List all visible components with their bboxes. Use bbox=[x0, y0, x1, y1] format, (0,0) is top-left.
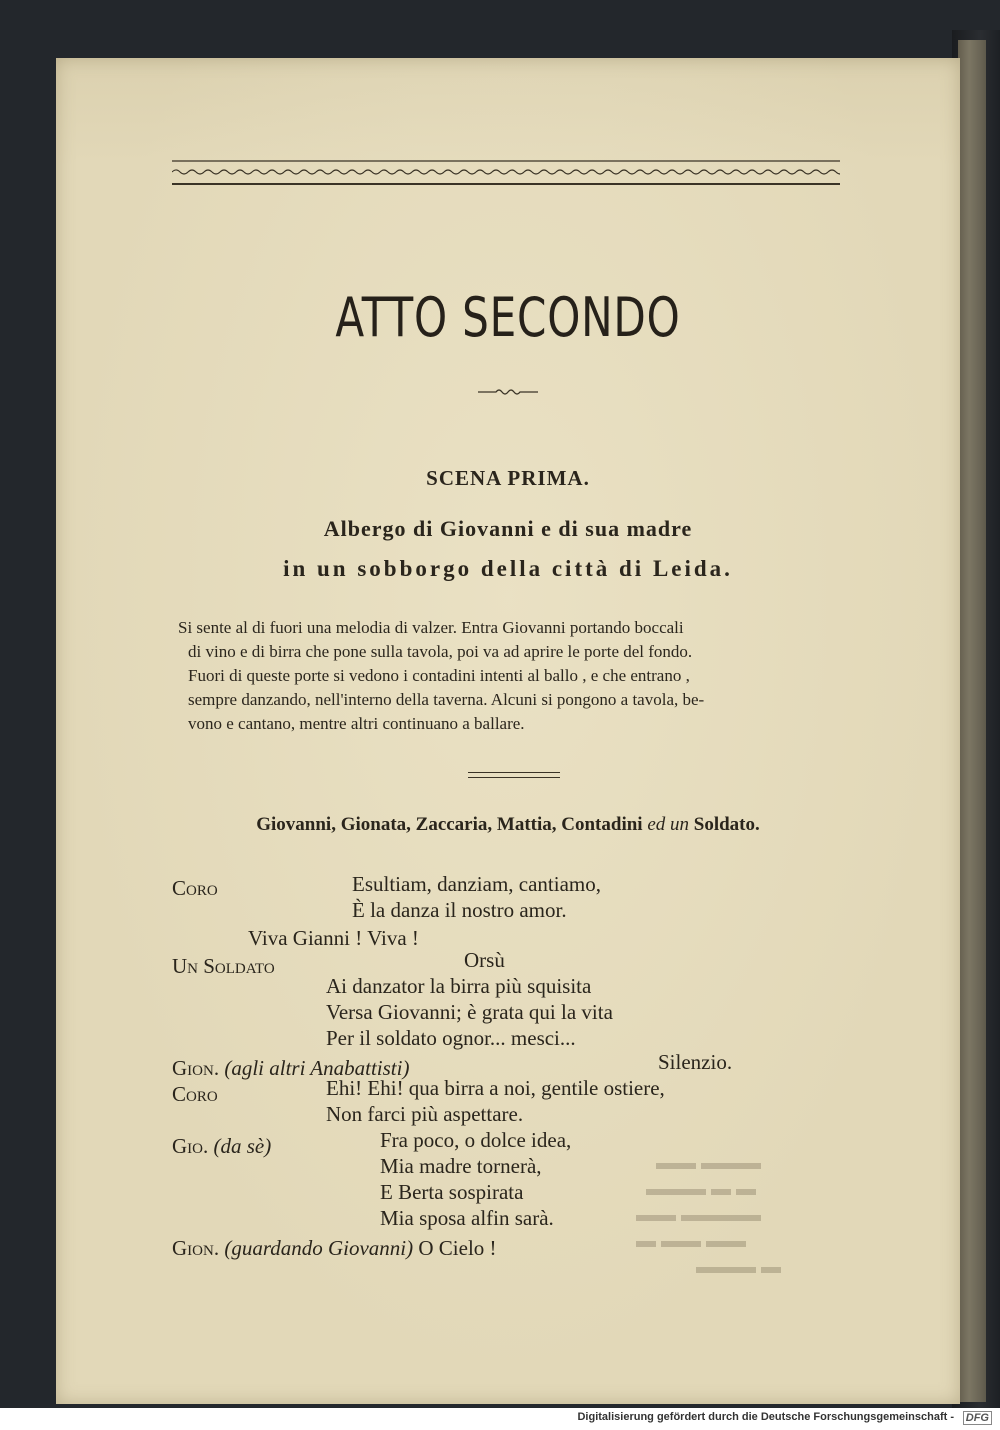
speaker-name: Coro bbox=[172, 876, 218, 900]
section-double-rule bbox=[468, 772, 560, 778]
stage-direction-line: Fuori di queste porte si vedono i contadini intenti al ballo , e che entrano , bbox=[188, 666, 690, 685]
stage-direction-line: di vino e di birra che pone sulla tavola, poi va ad aprire le porte del fondo. bbox=[188, 642, 693, 661]
bleed-through-mark: ▬▬▬ ▬▬ bbox=[656, 1152, 761, 1174]
characters-list bbox=[56, 814, 960, 836]
act-title: ATTO SECONDO bbox=[335, 286, 681, 349]
stage-direction-line: Si sente al di fuori una melodia di valzer. Entra Giovanni portando boccali bbox=[178, 618, 684, 637]
bleed-through-mark: ▬▬ ▬▬ ▬ bbox=[636, 1230, 746, 1252]
verse-line: Per il soldato ognor... mesci... bbox=[326, 1026, 576, 1050]
speaker-name: Gion. bbox=[172, 1056, 220, 1080]
verse-line: O Cielo ! bbox=[418, 1236, 497, 1260]
dfg-logo: DFG bbox=[963, 1411, 992, 1425]
speaker-direction: (guardando Giovanni) bbox=[224, 1236, 414, 1260]
speaker-name: Gion. bbox=[172, 1236, 220, 1260]
verse-line: Esultiam, danziam, cantiamo, bbox=[352, 872, 602, 896]
bleed-through-mark: ▬ ▬▬▬ bbox=[696, 1256, 781, 1278]
stage-direction-line: vono e cantano, mentre altri continuano a ballare. bbox=[188, 714, 525, 733]
stage-direction-line: sempre danzando, nell'interno della taverna. Alcuni si pongono a tavola, be- bbox=[188, 690, 705, 709]
verse-line: Versa Giovanni; è grata qui la vita bbox=[326, 1000, 613, 1024]
characters-part: Giovanni, Gionata, Zaccaria, Mattia, Contadini bbox=[256, 814, 643, 835]
title-flourish bbox=[478, 386, 538, 396]
bleed-through-mark: ▬ ▬ ▬▬▬ bbox=[646, 1178, 756, 1200]
verse-line: Non farci più aspettare. bbox=[326, 1102, 524, 1126]
verse-line: Ai danzator la birra più squisita bbox=[326, 974, 592, 998]
footer-credit: Digitalisierung gefördert durch die Deutsche Forschungsgemeinschaft - bbox=[577, 1411, 954, 1423]
speaker-direction: (da sè) bbox=[213, 1134, 272, 1158]
speaker-line bbox=[172, 1236, 497, 1261]
characters-part: Soldato. bbox=[693, 814, 760, 835]
top-ornamental-rule bbox=[172, 158, 840, 186]
verse-line: Mia sposa alfin sarà. bbox=[380, 1206, 554, 1230]
setting-line: Albergo di Giovanni e di sua madre bbox=[323, 516, 693, 541]
verse-line: Silenzio. bbox=[658, 1050, 733, 1074]
scene-heading: SCENA PRIMA. bbox=[426, 466, 590, 490]
speaker-name: Gio. bbox=[172, 1134, 209, 1158]
verse-line: Orsù bbox=[464, 948, 505, 972]
speaker-line bbox=[172, 1134, 271, 1159]
verse-line: Viva Gianni ! Viva ! bbox=[248, 926, 419, 950]
setting-line: in un sobborgo della città di Leida. bbox=[283, 556, 733, 581]
characters-connector: ed un bbox=[647, 814, 690, 835]
verse-line: E Berta sospirata bbox=[380, 1180, 524, 1204]
speaker-name: Coro bbox=[172, 1082, 218, 1106]
verse-line: Fra poco, o dolce idea, bbox=[380, 1128, 572, 1152]
book-page bbox=[56, 58, 960, 1404]
speaker-direction: (agli altri Anabattisti) bbox=[224, 1056, 410, 1080]
speaker-name: Un Soldato bbox=[172, 954, 275, 978]
page-spine bbox=[958, 40, 986, 1402]
bleed-through-mark: ▬▬▬▬ ▬▬ bbox=[636, 1204, 761, 1226]
verse-line: È la danza il nostro amor. bbox=[352, 898, 567, 922]
verse-line: Ehi! Ehi! qua birra a noi, gentile ostiere, bbox=[326, 1076, 665, 1100]
verse-line: Mia madre tornerà, bbox=[380, 1154, 542, 1178]
